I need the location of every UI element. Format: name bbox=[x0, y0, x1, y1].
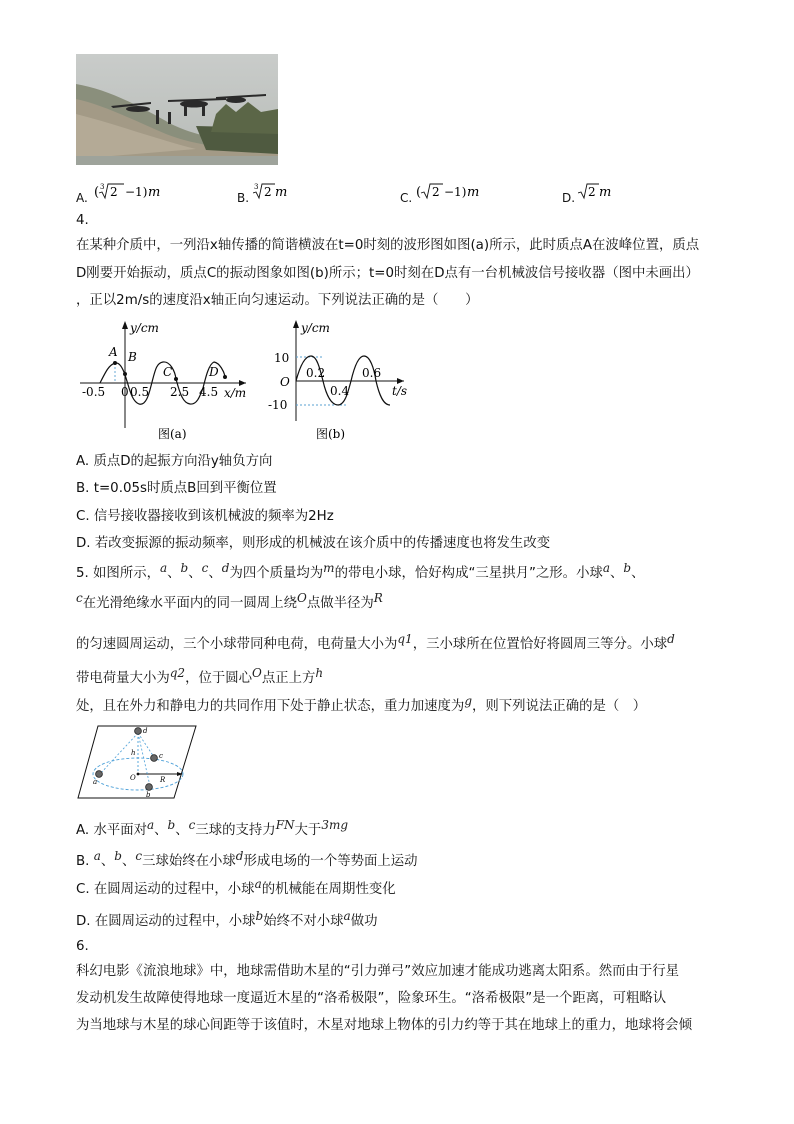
ball-d-label: d bbox=[143, 727, 148, 735]
q4-option-c[interactable]: C. 信号接收器接收到该机械波的频率为2Hz bbox=[76, 509, 334, 524]
q3-option-b[interactable] bbox=[237, 181, 317, 205]
option-c-expression bbox=[416, 181, 496, 203]
q5-option-a[interactable]: A. 水平面对a、b、c三球的支持力FN大于3mg bbox=[76, 818, 349, 838]
figure-a-x-label: x/m bbox=[224, 386, 247, 400]
q3-option-a[interactable] bbox=[76, 181, 196, 205]
point-d-label: D bbox=[209, 365, 219, 379]
svg-text:m: m bbox=[599, 185, 612, 200]
ball-b-label: b bbox=[146, 791, 151, 799]
svg-text:(: ( bbox=[416, 185, 422, 200]
figure-b-origin: O bbox=[280, 375, 290, 389]
svg-text:m: m bbox=[275, 185, 288, 200]
figure-a-caption: 图(a) bbox=[158, 427, 187, 441]
tick-label: 0 bbox=[121, 385, 129, 399]
figure-a-y-label: y/cm bbox=[130, 321, 159, 335]
svg-text:m: m bbox=[467, 185, 480, 200]
tick-label: -0.5 bbox=[82, 385, 106, 399]
figure-b-caption: 图(b) bbox=[316, 427, 346, 441]
ball-a-label: a bbox=[93, 778, 98, 786]
svg-text:3: 3 bbox=[100, 183, 105, 191]
q4-stem-line-3: ，正以2m/s的速度沿x轴正向匀速运动。下列说法正确的是（ ） bbox=[76, 293, 479, 308]
figure-a-waveform bbox=[76, 316, 256, 444]
q5-stem-line-4: 带电荷量大小为q2，位于圆心O点正上方h bbox=[76, 666, 324, 686]
t-tick-label: 0.6 bbox=[362, 366, 382, 380]
height-h-label: h bbox=[131, 749, 136, 757]
three-star-diagram bbox=[76, 722, 198, 802]
q5-stem-line-3: 的匀速圆周运动，三个小球带同种电荷，电荷量大小为q1，三小球所在位置恰好将圆周三等分。小球d bbox=[76, 632, 675, 652]
center-o-label: O bbox=[130, 774, 136, 782]
t-tick-label: 0.2 bbox=[306, 366, 326, 380]
tick-label: 4.5 bbox=[199, 385, 219, 399]
svg-text:3: 3 bbox=[254, 183, 259, 191]
option-label: C. bbox=[400, 191, 413, 205]
q4-option-a[interactable]: A. 质点D的起振方向沿y轴负方向 bbox=[76, 454, 273, 469]
svg-text:2: 2 bbox=[264, 185, 272, 199]
q6-stem-line-3: 为当地球与木星的球心间距等于该值时，木星对地球上物体的引力约等于其在地球上的重力，地球将会倾 bbox=[76, 1018, 692, 1033]
q4-option-b[interactable]: B. t=0.05s时质点B回到平衡位置 bbox=[76, 481, 277, 496]
svg-text:m: m bbox=[148, 185, 161, 200]
q6-stem-line-1: 科幻电影《流浪地球》中，地球需借助木星的“引力弹弓”效应加速才能成功逃离太阳系。然而由于行星 bbox=[76, 964, 680, 979]
point-b-label: B bbox=[128, 350, 137, 364]
q4-stem-line-1: 在某种介质中，一列沿x轴传播的简谐横波在t=0时刻的波形图如图(a)所示，此时质点A在波峰位置，质点 bbox=[76, 238, 700, 253]
q6-stem-line-2: 发动机发生故障使得地球一度逼近木星的“洛希极限”，险象环生。“洛希极限”是一个距离，可粗略认 bbox=[76, 991, 667, 1006]
tick-label: 0.5 bbox=[130, 385, 150, 399]
figure-b-vibration-graph bbox=[258, 316, 418, 444]
svg-text:(: ( bbox=[94, 185, 100, 200]
option-d-expression bbox=[578, 181, 618, 203]
q5-option-c[interactable]: C. 在圆周运动的过程中，小球a的机械能在周期性变化 bbox=[76, 877, 396, 897]
svg-text:−1): −1) bbox=[125, 185, 148, 199]
q5-stem-line-1: 5. 如图所示，a、b、c、d为四个质量均为m的带电小球，恰好构成“三星拱月”之形。小球a、b、 bbox=[76, 561, 645, 581]
q3-option-d[interactable] bbox=[562, 181, 642, 205]
q4-number: 4. bbox=[76, 213, 89, 228]
svg-text:2: 2 bbox=[588, 185, 596, 199]
point-a-label: A bbox=[109, 345, 118, 359]
option-label: A. bbox=[76, 191, 88, 205]
q3-option-c[interactable] bbox=[400, 181, 520, 205]
option-label: D. bbox=[562, 191, 576, 205]
option-b-expression bbox=[253, 181, 303, 203]
q4-option-d[interactable]: D. 若改变振源的振动频率，则形成的机械波在该介质中的传播速度也将发生改变 bbox=[76, 536, 551, 551]
svg-text:−1): −1) bbox=[444, 185, 467, 199]
t-tick-label: 0.4 bbox=[330, 384, 350, 398]
q5-option-d[interactable]: D. 在圆周运动的过程中，小球b始终不对小球a做功 bbox=[76, 909, 378, 929]
q5-stem-line-2: c在光滑绝缘水平面内的同一圆周上绕O点做半径为R bbox=[76, 591, 383, 611]
q6-number: 6. bbox=[76, 939, 89, 954]
ball-c-label: c bbox=[159, 752, 163, 760]
option-label: B. bbox=[237, 191, 250, 205]
figure-b-x-label: t/s bbox=[392, 384, 408, 398]
radius-r-label: R bbox=[160, 776, 166, 784]
q5-stem-line-5: 处，且在外力和静电力的共同作用下处于静止状态，重力加速度为g，则下列说法正确的是（ ） bbox=[76, 694, 647, 714]
aircraft-photo bbox=[76, 54, 278, 165]
q4-stem-line-2: D刚要开始振动，质点C的振动图象如图(b)所示；t=0时刻在D点有一台机械波信号接收器（图中未画出） bbox=[76, 266, 699, 281]
q5-option-b[interactable]: B. a、b、c三球始终在小球d形成电场的一个等势面上运动 bbox=[76, 849, 418, 869]
point-c-label: C bbox=[163, 365, 173, 379]
tick-label: 2.5 bbox=[170, 385, 190, 399]
svg-text:2: 2 bbox=[110, 185, 118, 199]
y-tick-label: 10 bbox=[274, 351, 290, 365]
svg-text:2: 2 bbox=[432, 185, 440, 199]
figure-b-y-label: y/cm bbox=[301, 321, 330, 335]
option-a-expression bbox=[94, 181, 184, 203]
y-tick-label: -10 bbox=[268, 398, 288, 412]
